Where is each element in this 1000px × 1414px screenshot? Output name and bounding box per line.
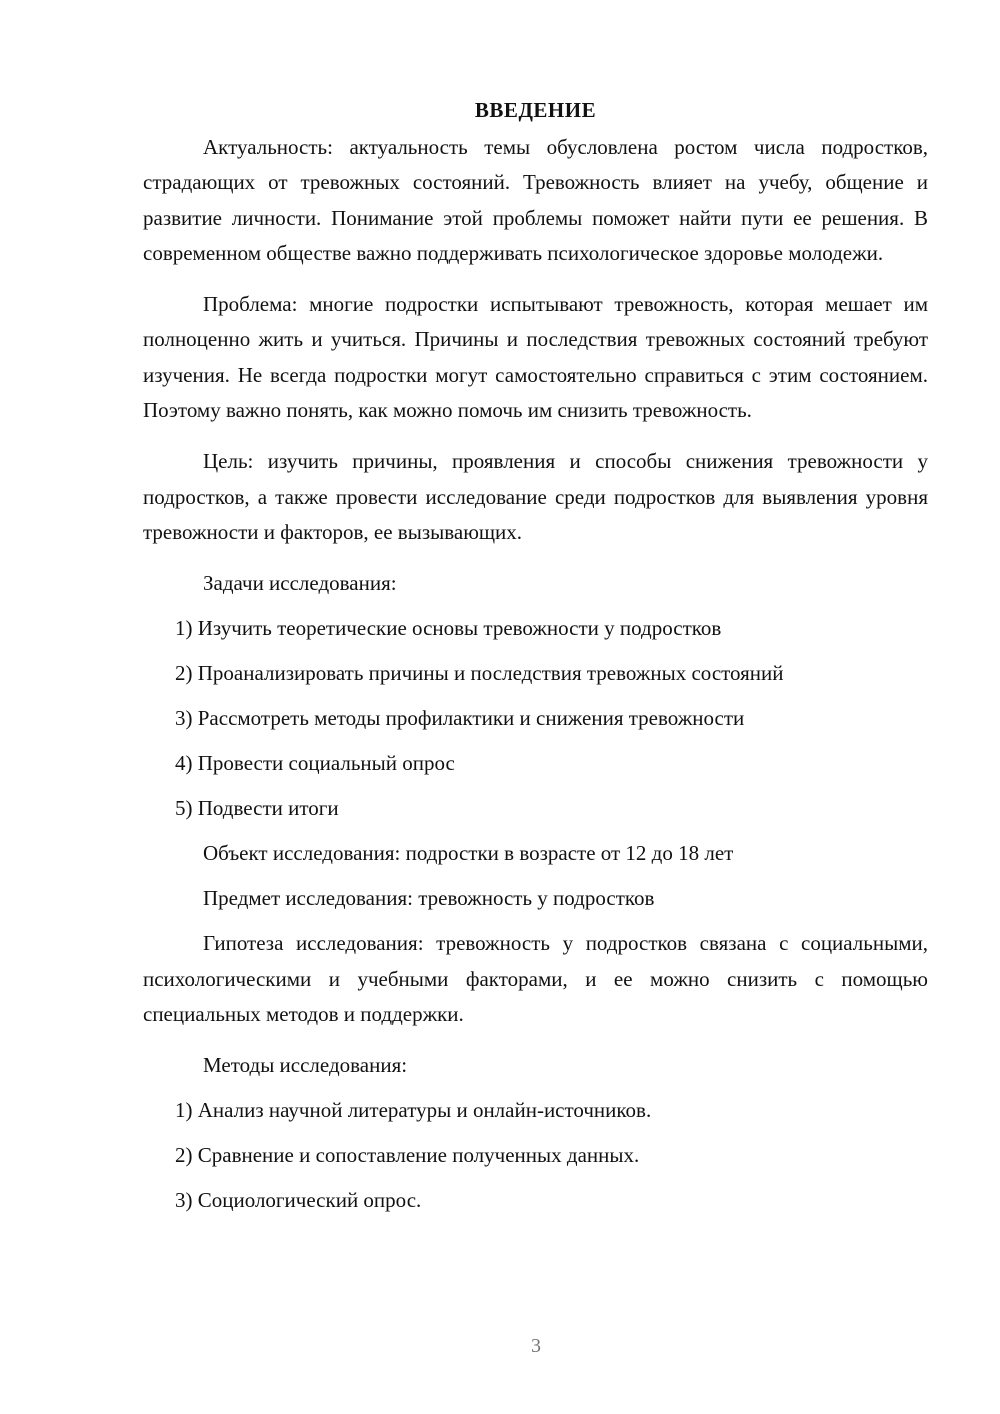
goal-paragraph: Цель: изучить причины, проявления и способы снижения тревожности у подростков, а также провести исследование среди подростков для выявления уровня тревожности и факторов, ее вызывающих. bbox=[143, 449, 928, 544]
problem-paragraph: Проблема: многие подростки испытывают тревожность, которая мешает им полноценно жить и учиться. Причины и последствия тревожных состояний требуют изучения. Не всегда подростки могут самостоятельно справиться с этим состоянием. Поэтому важно понять, как можно помочь им снизить тревожность. bbox=[143, 292, 928, 423]
hypothesis-paragraph: Гипотеза исследования: тревожность у подростков связана с социальными, психологическими и учебными факторами, и ее можно снизить с помощью специальных методов и поддержки. bbox=[143, 931, 928, 1026]
section-title: ВВЕДЕНИЕ bbox=[474, 98, 597, 122]
tasks-heading: Задачи исследования: bbox=[203, 571, 397, 596]
method-item: 2) Сравнение и сопоставление полученных данных. bbox=[175, 1143, 640, 1168]
research-subject: Предмет исследования: тревожность у подростков bbox=[203, 886, 655, 911]
task-item: 3) Рассмотреть методы профилактики и снижения тревожности bbox=[175, 706, 745, 731]
page-number-text: 3 bbox=[531, 1335, 541, 1357]
research-object: Объект исследования: подростки в возрасте от 12 до 18 лет bbox=[203, 841, 734, 866]
tasks-list bbox=[143, 611, 928, 826]
method-item: 1) Анализ научной литературы и онлайн-источников. bbox=[175, 1098, 652, 1123]
page-content bbox=[143, 95, 928, 1228]
task-item: 1) Изучить теоретические основы тревожности у подростков bbox=[175, 616, 722, 641]
method-item: 3) Социологический опрос. bbox=[175, 1188, 422, 1213]
relevance-paragraph: Актуальность: актуальность темы обусловлена ростом числа подростков, страдающих от тревожных состояний. Тревожность влияет на учебу, общение и развитие личности. Понимание этой проблемы поможет найти пути ее решения. В современном обществе важно поддерживать психологическое здоровье молодежи. bbox=[143, 135, 928, 265]
task-item: 5) Подвести итоги bbox=[175, 796, 339, 821]
methods-list bbox=[143, 1093, 928, 1218]
page-number bbox=[72, 1334, 1000, 1358]
task-item: 4) Провести социальный опрос bbox=[175, 751, 455, 776]
task-item: 2) Проанализировать причины и последствия тревожных состояний bbox=[175, 661, 784, 686]
methods-heading: Методы исследования: bbox=[203, 1053, 408, 1078]
